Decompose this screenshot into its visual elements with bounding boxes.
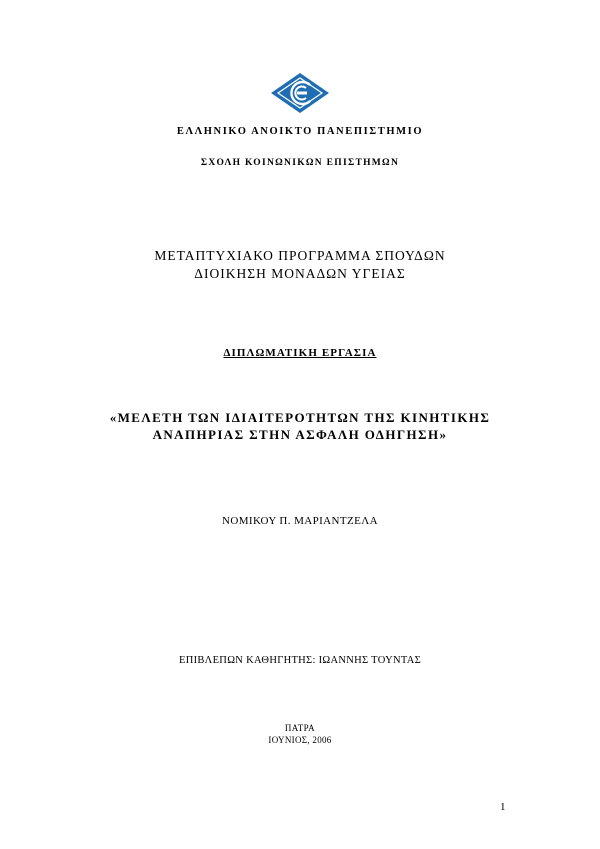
university-name: ΕΛΛΗΝΙΚΟ ΑΝΟΙΚΤΟ ΠΑΝΕΠΙΣΤΗΜΙΟ bbox=[176, 126, 424, 137]
program-title-line-2: ΔΙΟΙΚΗΣΗ ΜΟΝΑΔΩΝ ΥΓΕΙΑΣ bbox=[194, 266, 406, 281]
page-number: 1 bbox=[500, 801, 506, 813]
city: ΠΑΤΡΑ bbox=[284, 723, 316, 733]
university-logo-icon bbox=[270, 72, 330, 114]
program-title-line-1: ΜΕΤΑΠΤΥΧΙΑΚΟ ΠΡΟΓΡΑΜΜΑ ΣΠΟΥΔΩΝ bbox=[154, 248, 446, 263]
thesis-type-heading: ΔΙΠΛΩΜΑΤΙΚΗ ΕΡΓΑΣΙΑ bbox=[223, 347, 377, 359]
author-name: ΝΟΜΙΚΟΥ Π. ΜΑΡΙΑΝΤΖΕΛΑ bbox=[222, 515, 378, 527]
supervisor-line: ΕΠΙΒΛΕΠΩΝ ΚΑΘΗΓΗΤΗΣ: ΙΩΑΝΝΗΣ ΤΟΥΝΤΑΣ bbox=[178, 655, 421, 666]
thesis-title-line-1: «ΜΕΛΕΤΗ ΤΩΝ ΙΔΙΑΙΤΕΡΟΤΗΤΩΝ ΤΗΣ ΚΙΝΗΤΙΚΗΣ bbox=[109, 410, 491, 425]
date: ΙΟΥΝΙΟΣ, 2006 bbox=[268, 735, 332, 745]
thesis-title-line-2: ΑΝΑΠΗΡΙΑΣ ΣΤΗΝ ΑΣΦΑΛΗ ΟΔΗΓΗΣΗ» bbox=[152, 427, 448, 442]
school-name: ΣΧΟΛΗ ΚΟΙΝΩΝΙΚΩΝ ΕΠΙΣΤΗΜΩΝ bbox=[200, 158, 400, 168]
